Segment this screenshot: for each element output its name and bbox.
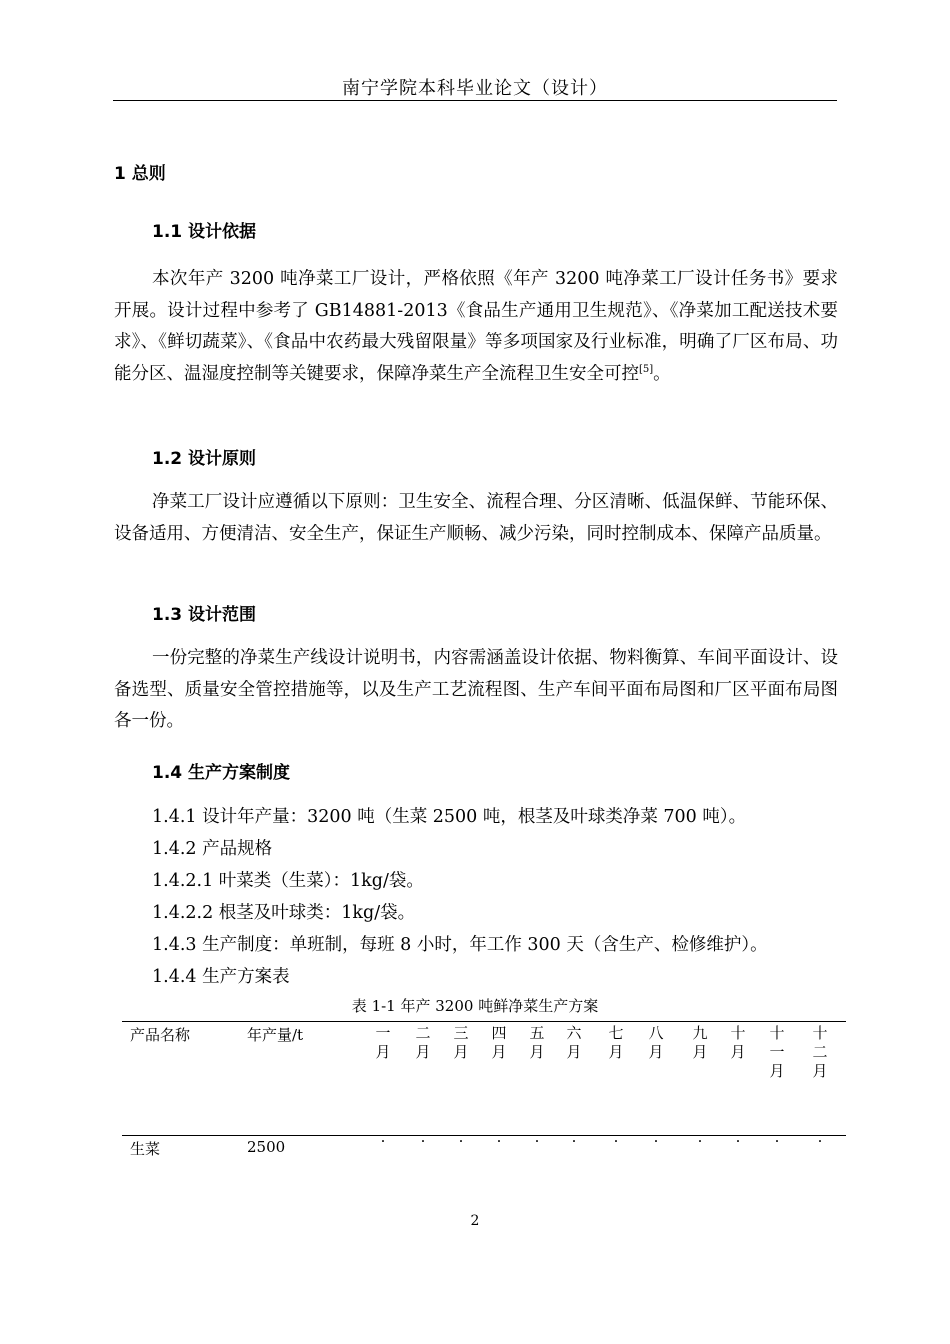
column-header-month: 六 月 (566, 1024, 582, 1061)
page-header: 南宁学院本科毕业论文（设计） (342, 78, 608, 99)
column-header-month: 四 月 (491, 1024, 507, 1061)
table-cell-month: · (653, 1132, 659, 1150)
table-cell-month: · (817, 1132, 823, 1150)
column-header-month: 五 月 (529, 1024, 545, 1061)
table-cell-month: · (697, 1132, 703, 1150)
list-item: 1.4.3 生产制度：单班制，每班 8 小时，年工作 300 天（含生产、检修维护）。 (152, 935, 768, 955)
paragraph-design-scope: 一份完整的净菜生产线设计说明书，内容需涵盖设计依据、物料衡算、车间平面设计、设备选型、质量安全管控措施等，以及生产工艺流程图、生产车间平面布局图和厂区平面布局图各一份。 (114, 648, 838, 731)
page-number: 2 (470, 1213, 480, 1229)
table-cell-month: · (534, 1132, 540, 1150)
header-rule (113, 100, 837, 101)
table-cell-month: · (571, 1132, 577, 1150)
paragraph-design-basis (114, 264, 838, 390)
table-cell-output: 2500 (247, 1138, 286, 1156)
table-cell-month: · (380, 1132, 386, 1150)
column-header-month: 十 月 (730, 1024, 746, 1061)
column-header-product: 产品名称 (130, 1026, 191, 1044)
list-item: 1.4.1 设计年产量：3200 吨（生菜 2500 吨，根茎及叶球类净菜 700 吨）。 (152, 807, 747, 827)
column-header-month: 七 月 (608, 1024, 624, 1061)
section-heading: 1 总则 (114, 164, 166, 184)
subsection-heading-1-3: 1.3 设计范围 (152, 605, 257, 625)
table-top-rule (122, 1021, 846, 1022)
paragraph-design-basis-end: 。 (653, 363, 671, 384)
list-item: 1.4.4 生产方案表 (152, 967, 290, 987)
table-cell-product: 生菜 (130, 1140, 161, 1158)
table-cell-month: · (496, 1132, 502, 1150)
column-header-month: 二 月 (415, 1024, 431, 1061)
column-header-month: 八 月 (648, 1024, 664, 1061)
paragraph-design-basis-text: 本次年产 3200 吨净菜工厂设计，严格依照《年产 3200 吨净菜工厂设计任务书》要求开展。设计过程中参考了 GB14881-2013《食品生产通用卫生规范》、《净菜加工配送技术要求》、《鲜切蔬菜》、《食品中农药最大残留限量》等多项国家及行业标准，明确了厂区布局、功能分区、温湿度控制等关键要求，保障净菜生产全流程卫生安全可控 (114, 269, 838, 384)
list-item: 1.4.2.2 根茎及叶球类：1kg/袋。 (152, 903, 416, 923)
paragraph-design-principles: 净菜工厂设计应遵循以下原则：卫生安全、流程合理、分区清晰、低温保鲜、节能环保、设备适用、方便清洁、安全生产，保证生产顺畅、减少污染，同时控制成本、保障产品质量。 (114, 492, 838, 544)
table-cell-month: · (774, 1132, 780, 1150)
subsection-heading-1-4: 1.4 生产方案制度 (152, 763, 291, 783)
table-cell-month: · (420, 1132, 426, 1150)
citation: [5] (639, 363, 654, 375)
column-header-month: 九 月 (692, 1024, 708, 1061)
column-header-month: 三 月 (453, 1024, 469, 1061)
subsection-heading-1-1: 1.1 设计依据 (152, 222, 257, 242)
column-header-month: 十 一 月 (769, 1024, 785, 1080)
table-cell-month: · (735, 1132, 741, 1150)
column-header-output: 年产量/t (247, 1026, 304, 1044)
column-header-month: 一 月 (375, 1024, 391, 1061)
list-item: 1.4.2.1 叶菜类（生菜）：1kg/袋。 (152, 871, 424, 891)
list-item: 1.4.2 产品规格 (152, 839, 273, 859)
table-cell-month: · (458, 1132, 464, 1150)
table-cell-month: · (613, 1132, 619, 1150)
column-header-month: 十 二 月 (812, 1024, 828, 1080)
table-caption: 表 1-1 年产 3200 吨鲜净菜生产方案 (351, 997, 599, 1015)
subsection-heading-1-2: 1.2 设计原则 (152, 449, 257, 469)
